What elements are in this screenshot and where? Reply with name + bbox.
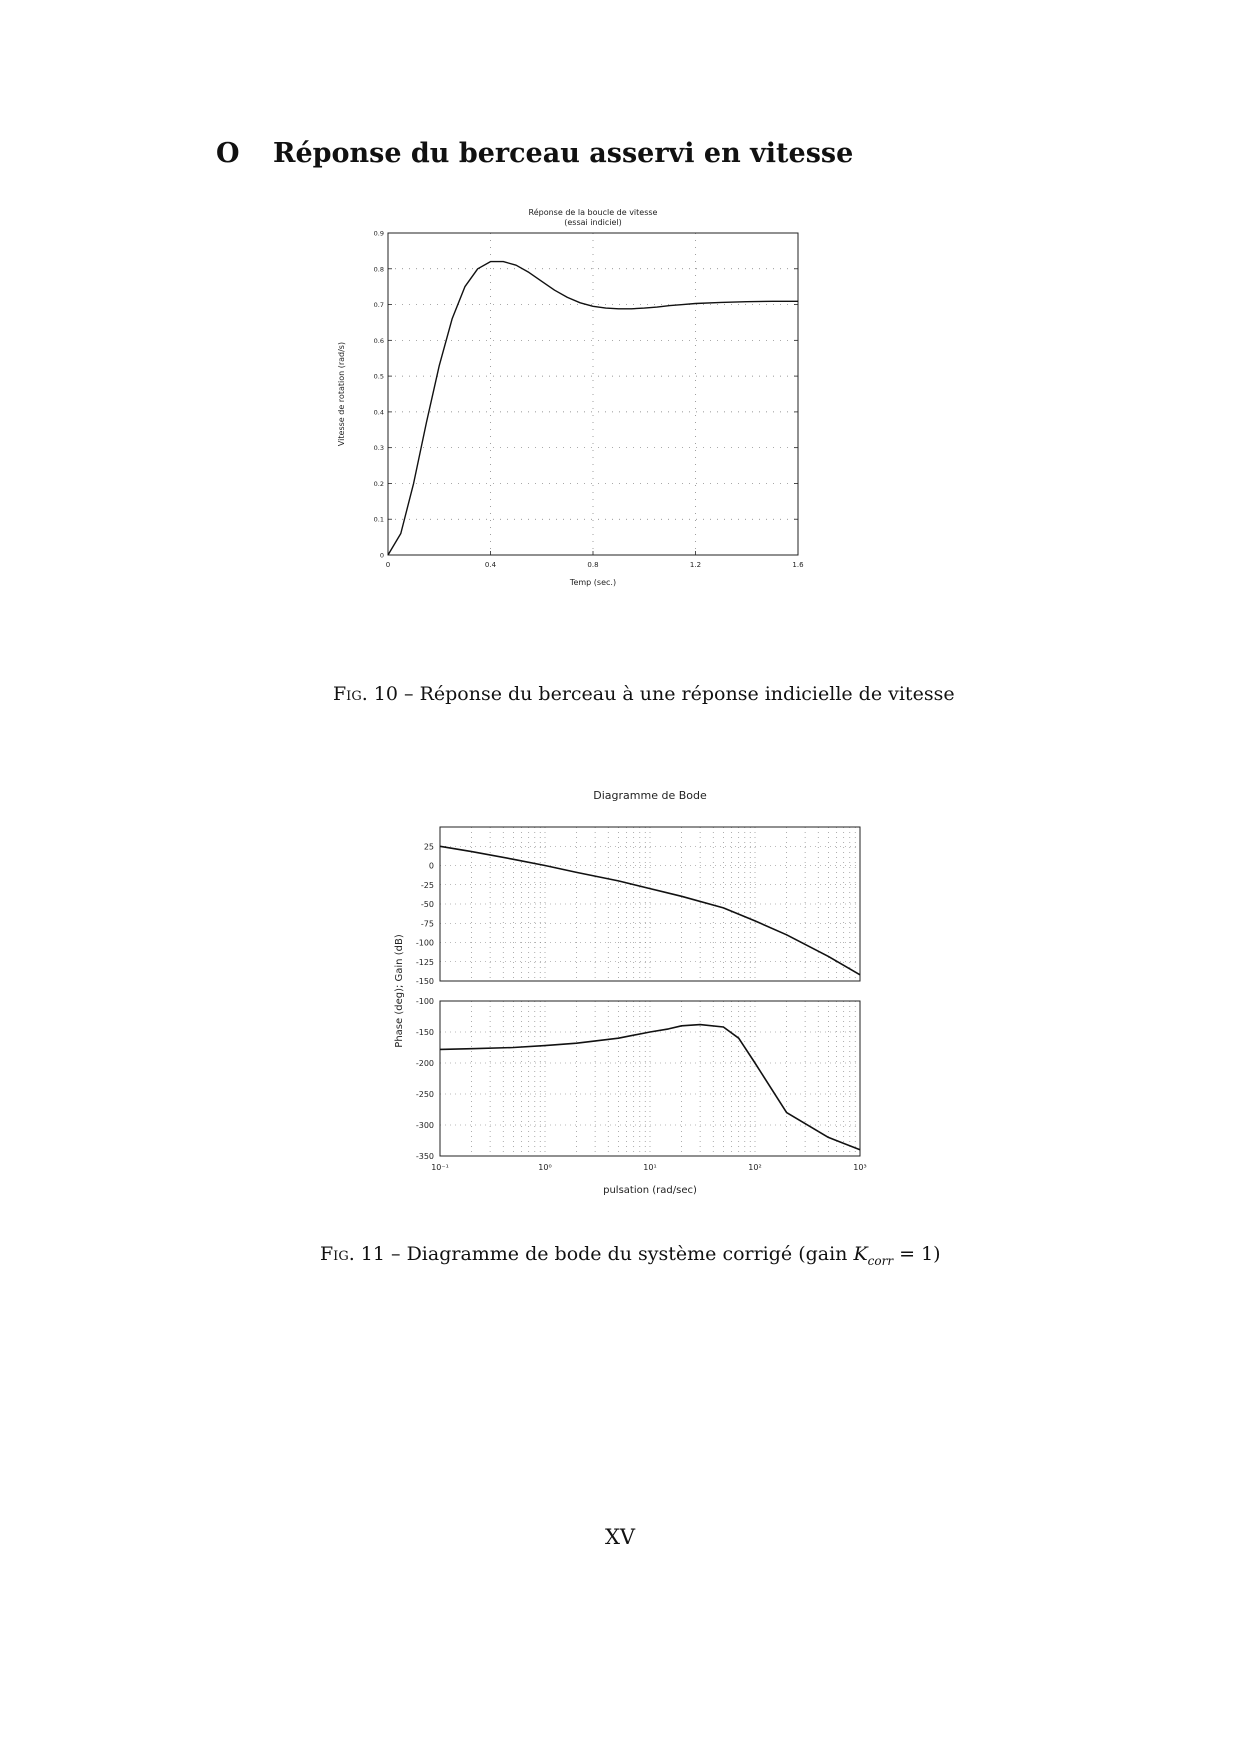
y-tick-label: 0.5 (373, 372, 384, 381)
y-tick-label: 0.8 (373, 265, 384, 274)
phase-y-tick-label: -150 (415, 1028, 434, 1037)
figure-11-label: Fig. 11 (320, 1243, 385, 1265)
figure-11-separator: – (384, 1243, 407, 1265)
x-axis-label: Temp (sec.) (569, 578, 617, 587)
y-tick-label: 0.4 (373, 408, 384, 417)
step-response-chart (337, 205, 920, 675)
y-tick-label: 0.3 (373, 444, 384, 453)
gain-y-tick-label: -100 (415, 938, 434, 948)
y-axis-label: Phase (deg); Gain (dB) (394, 934, 405, 1048)
chart-subtitle: (essai indiciel) (564, 218, 622, 227)
gain-y-tick-label: -75 (420, 919, 434, 929)
figure-11-caption (320, 1243, 941, 1268)
y-axis-label: Vitesse de rotation (rad/s) (337, 341, 346, 447)
gain-y-tick-label: 25 (423, 842, 434, 852)
phase-y-tick-label: -250 (415, 1090, 434, 1099)
chart-title: Réponse de la boucle de vitesse (528, 208, 658, 217)
x-tick-label: 10⁰ (538, 1163, 552, 1172)
bode-chart (360, 775, 920, 1215)
x-tick-label: 1.2 (689, 561, 702, 569)
figure-10 (337, 205, 920, 675)
phase-plot-frame (440, 1001, 860, 1156)
x-tick-label: 10³ (853, 1163, 867, 1172)
phase-y-tick-label: -100 (415, 997, 434, 1006)
phase-y-tick-label: -200 (415, 1059, 434, 1068)
x-tick-label: 10⁻¹ (431, 1163, 449, 1172)
y-tick-label: 0.1 (373, 515, 384, 524)
chart-title: Diagramme de Bode (593, 789, 707, 802)
figure-10-caption (333, 683, 955, 705)
section-number: O (216, 138, 240, 169)
x-tick-label: 10¹ (643, 1163, 657, 1172)
page-number: XV (604, 1525, 636, 1549)
y-tick-label: 0.7 (373, 301, 384, 310)
gain-y-tick-label: 0 (428, 861, 434, 871)
figure-10-text: Réponse du berceau à une réponse indicielle de vitesse (419, 683, 955, 705)
figure-11 (360, 775, 920, 1215)
phase-y-tick-label: -350 (415, 1152, 434, 1161)
figure-10-label: Fig. 10 (333, 683, 398, 705)
figure-10-separator: – (397, 683, 420, 705)
y-tick-label: 0 (379, 551, 384, 560)
figure-11-text-before: Diagramme de bode du système corrigé (gain (406, 1243, 854, 1265)
phase-y-tick-label: -300 (415, 1121, 434, 1130)
figure-11-symbol: K (853, 1243, 868, 1265)
gain-y-tick-label: -25 (420, 880, 434, 890)
x-axis-label: pulsation (rad/sec) (603, 1185, 697, 1196)
x-tick-label: 0 (385, 561, 391, 569)
x-tick-label: 1.6 (792, 561, 804, 569)
y-tick-label: 0.2 (373, 479, 384, 488)
figure-11-subscript: corr (867, 1253, 894, 1268)
y-tick-label: 0.9 (373, 229, 384, 238)
figure-11-text-after: = 1) (893, 1243, 941, 1265)
section-title: Réponse du berceau asservi en vitesse (273, 138, 854, 169)
gain-y-tick-label: -150 (415, 977, 434, 986)
gain-y-tick-label: -50 (420, 900, 434, 909)
gain-y-tick-label: -125 (415, 957, 434, 967)
x-tick-label: 0.4 (484, 561, 497, 569)
x-tick-label: 10² (748, 1163, 762, 1172)
x-tick-label: 0.8 (587, 561, 599, 569)
y-tick-label: 0.6 (373, 336, 384, 345)
section-heading (216, 138, 853, 169)
